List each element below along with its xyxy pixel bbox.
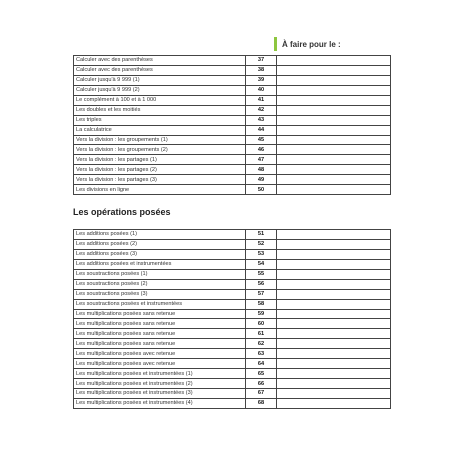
exercise-title: Calculer avec des parenthèses <box>74 65 246 75</box>
table-row <box>74 359 391 369</box>
due-date-cell[interactable] <box>277 239 391 249</box>
table-row <box>74 185 391 195</box>
page-number: 42 <box>246 105 277 115</box>
exercise-title: Vers la division : les partages (1) <box>74 155 246 165</box>
page-number: 38 <box>246 65 277 75</box>
exercise-title: Les triples <box>74 115 246 125</box>
table-row <box>74 95 391 105</box>
table-row <box>74 279 391 289</box>
table-row <box>74 289 391 299</box>
exercise-title: Les doubles et les moitiés <box>74 105 246 115</box>
due-date-cell[interactable] <box>277 379 391 389</box>
exercise-title: Vers la division : les groupements (1) <box>74 135 246 145</box>
due-date-cell[interactable] <box>277 259 391 269</box>
exercise-title: Les multiplications posées et instrumentées (3) <box>74 389 246 399</box>
exercise-title: Calculer jusqu'à 9 999 (1) <box>74 75 246 85</box>
due-date-cell[interactable] <box>277 115 391 125</box>
exercise-title: Les multiplications posées et instrumentées (1) <box>74 369 246 379</box>
due-date-cell[interactable] <box>277 359 391 369</box>
table-row <box>74 239 391 249</box>
exercise-title: Les soustractions posées (1) <box>74 269 246 279</box>
table-row <box>74 309 391 319</box>
table-row <box>74 299 391 309</box>
exercise-title: Les additions posées (1) <box>74 230 246 240</box>
table-row <box>74 379 391 389</box>
table-row <box>74 165 391 175</box>
exercise-title: Les soustractions posées (2) <box>74 279 246 289</box>
exercise-title: Vers la division : les partages (2) <box>74 165 246 175</box>
exercise-title: Les additions posées et instrumentées <box>74 259 246 269</box>
exercise-title: Les multiplications posées et instrumentées (2) <box>74 379 246 389</box>
due-date-cell[interactable] <box>277 155 391 165</box>
table-row <box>74 125 391 135</box>
page-number: 43 <box>246 115 277 125</box>
table-row <box>74 155 391 165</box>
due-date-cell[interactable] <box>277 135 391 145</box>
due-date-cell[interactable] <box>277 289 391 299</box>
exercise-title: Les multiplications posées sans retenue <box>74 329 246 339</box>
section-title-operations: Les opérations posées <box>73 207 171 217</box>
table-row <box>74 135 391 145</box>
exercise-title: Les multiplications posées sans retenue <box>74 309 246 319</box>
due-date-cell[interactable] <box>277 125 391 135</box>
table-row <box>74 319 391 329</box>
table-row <box>74 349 391 359</box>
due-date-cell[interactable] <box>277 269 391 279</box>
page-number: 67 <box>246 389 277 399</box>
page-number: 58 <box>246 299 277 309</box>
due-date-cell[interactable] <box>277 165 391 175</box>
due-date-cell[interactable] <box>277 319 391 329</box>
exercise-title: Les additions posées (3) <box>74 249 246 259</box>
page-number: 66 <box>246 379 277 389</box>
due-date-cell[interactable] <box>277 105 391 115</box>
page-number: 51 <box>246 230 277 240</box>
due-date-cell[interactable] <box>277 279 391 289</box>
table-row <box>74 230 391 240</box>
exercise-title: Les divisions en ligne <box>74 185 246 195</box>
due-date-cell[interactable] <box>277 369 391 379</box>
due-date-cell[interactable] <box>277 95 391 105</box>
table-row <box>74 85 391 95</box>
due-date-cell[interactable] <box>277 85 391 95</box>
due-date-cell[interactable] <box>277 185 391 195</box>
table-row <box>74 65 391 75</box>
exercise-title: Les soustractions posées (3) <box>74 289 246 299</box>
table-row <box>74 259 391 269</box>
exercise-title: Calculer avec des parenthèses <box>74 56 246 66</box>
page-number: 44 <box>246 125 277 135</box>
page-number: 53 <box>246 249 277 259</box>
page-number: 59 <box>246 309 277 319</box>
due-date-header <box>274 36 341 52</box>
due-date-cell[interactable] <box>277 75 391 85</box>
page-number: 62 <box>246 339 277 349</box>
exercise-title: Les soustractions posées et instrumentées <box>74 299 246 309</box>
page-number: 54 <box>246 259 277 269</box>
page-number: 63 <box>246 349 277 359</box>
table-row <box>74 329 391 339</box>
table-row <box>74 145 391 155</box>
table-row <box>74 105 391 115</box>
table-row <box>74 398 391 408</box>
due-date-cell[interactable] <box>277 349 391 359</box>
exercise-title: Les multiplications posées sans retenue <box>74 339 246 349</box>
exercise-title: La calculatrice <box>74 125 246 135</box>
due-date-cell[interactable] <box>277 329 391 339</box>
page-number: 68 <box>246 398 277 408</box>
due-date-cell[interactable] <box>277 175 391 185</box>
page-number: 56 <box>246 279 277 289</box>
page-number: 39 <box>246 75 277 85</box>
due-date-cell[interactable] <box>277 398 391 408</box>
exercise-title: Le complément à 100 et à 1 000 <box>74 95 246 105</box>
exercise-title: Les additions posées (2) <box>74 239 246 249</box>
accent-bar <box>274 37 277 51</box>
due-date-cell[interactable] <box>277 309 391 319</box>
page-number: 55 <box>246 269 277 279</box>
page-number: 50 <box>246 185 277 195</box>
exercise-table-operations <box>73 229 391 409</box>
page-number: 49 <box>246 175 277 185</box>
page-number: 46 <box>246 145 277 155</box>
table-row <box>74 249 391 259</box>
page-number: 40 <box>246 85 277 95</box>
due-date-cell[interactable] <box>277 230 391 240</box>
page-number: 57 <box>246 289 277 299</box>
page-number: 48 <box>246 165 277 175</box>
exercise-table-calcul <box>73 55 391 195</box>
exercise-title: Les multiplications posées avec retenue <box>74 349 246 359</box>
due-date-cell[interactable] <box>277 389 391 399</box>
exercise-title: Les multiplications posées sans retenue <box>74 319 246 329</box>
due-date-cell[interactable] <box>277 145 391 155</box>
table-row <box>74 115 391 125</box>
due-date-cell[interactable] <box>277 65 391 75</box>
table-row <box>74 56 391 66</box>
table-row <box>74 369 391 379</box>
table-row <box>74 175 391 185</box>
due-date-label: À faire pour le : <box>282 39 341 49</box>
page-number: 45 <box>246 135 277 145</box>
table-row <box>74 75 391 85</box>
exercise-title: Calculer jusqu'à 9 999 (2) <box>74 85 246 95</box>
exercise-title: Les multiplications posées et instrumentées (4) <box>74 398 246 408</box>
table-row <box>74 339 391 349</box>
page-number: 61 <box>246 329 277 339</box>
page-number: 47 <box>246 155 277 165</box>
due-date-cell[interactable] <box>277 249 391 259</box>
due-date-cell[interactable] <box>277 299 391 309</box>
exercise-title: Les multiplications posées avec retenue <box>74 359 246 369</box>
page-number: 37 <box>246 56 277 66</box>
page-number: 52 <box>246 239 277 249</box>
table-row <box>74 269 391 279</box>
exercise-title: Vers la division : les partages (3) <box>74 175 246 185</box>
page-number: 64 <box>246 359 277 369</box>
page-number: 65 <box>246 369 277 379</box>
table-row <box>74 389 391 399</box>
page-number: 60 <box>246 319 277 329</box>
due-date-cell[interactable] <box>277 339 391 349</box>
exercise-title: Vers la division : les groupements (2) <box>74 145 246 155</box>
page-number: 41 <box>246 95 277 105</box>
due-date-cell[interactable] <box>277 56 391 66</box>
